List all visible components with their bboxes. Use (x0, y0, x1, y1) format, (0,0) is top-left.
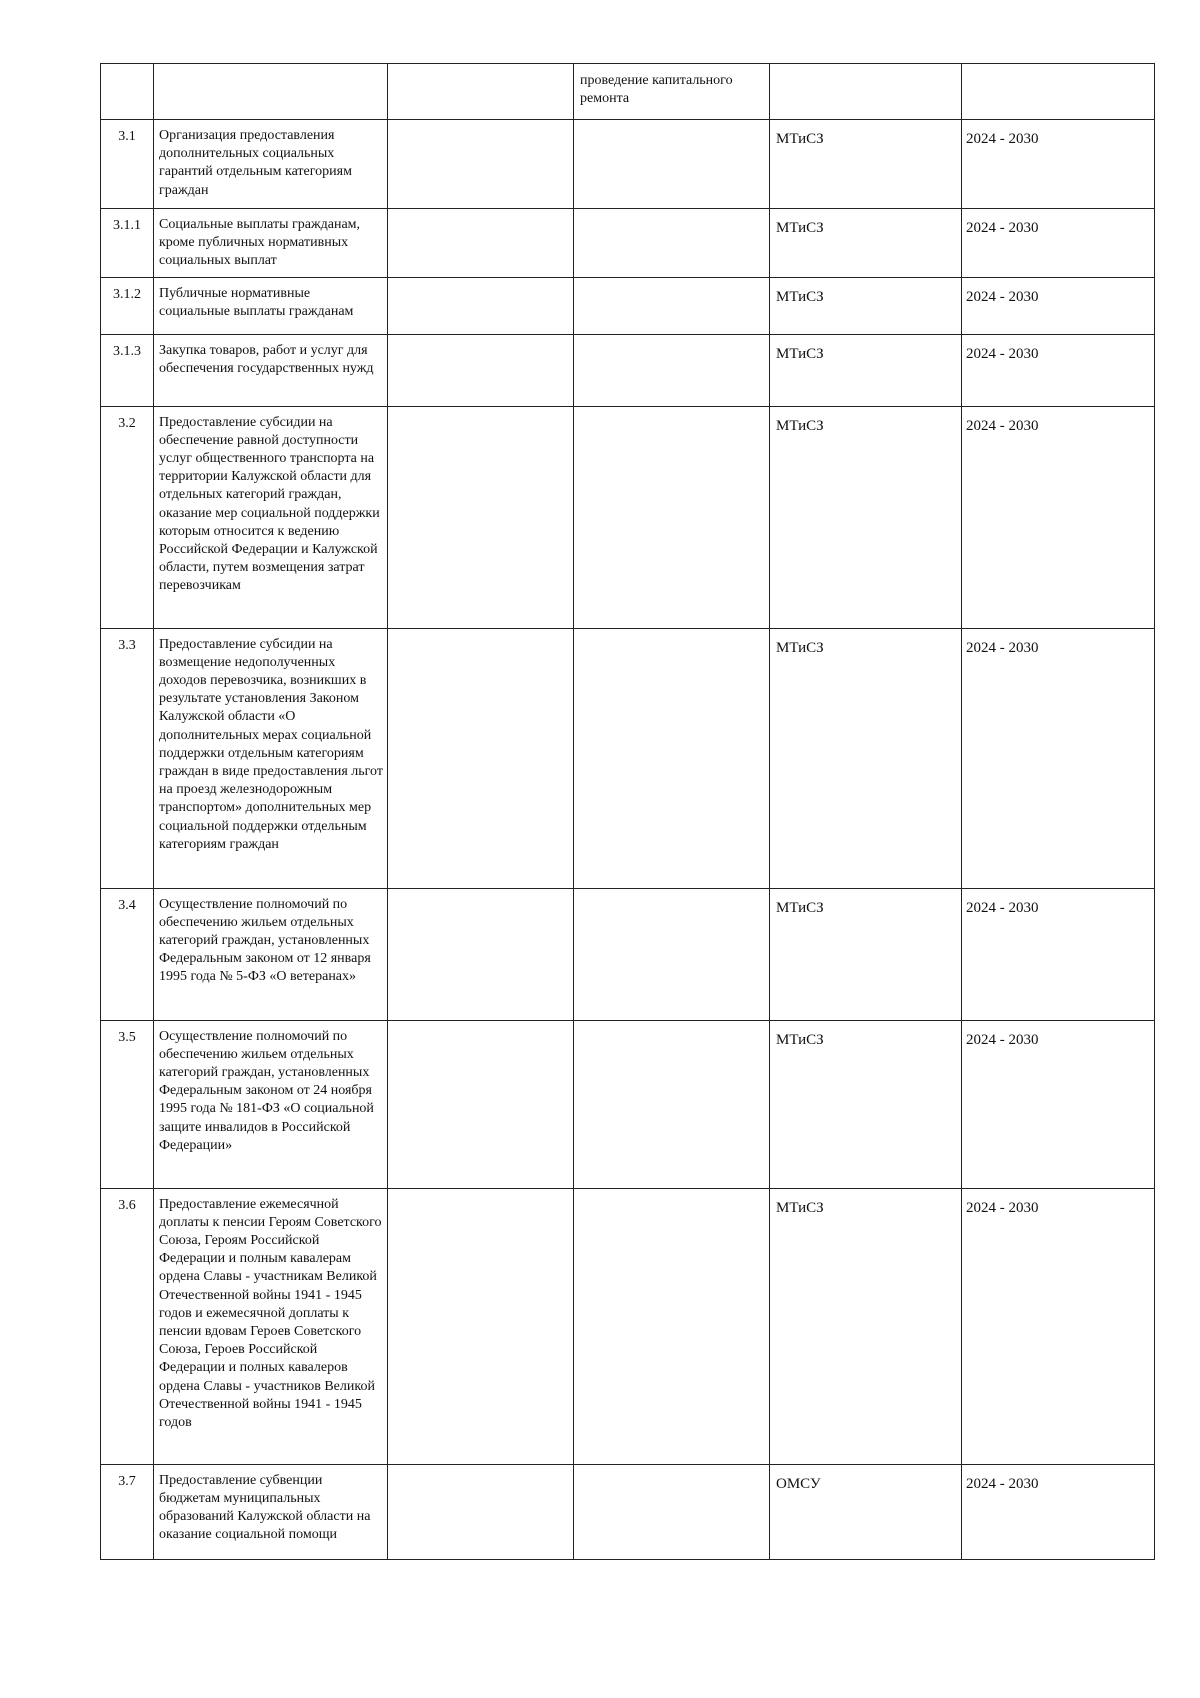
row-description: Осуществление полномочий по обеспечению жильем отдельных категорий граждан, установленных Федеральным законом от 24 ноября 1995 года № 181-ФЗ «О социальной защите инвалидов в Российской Федерации» (154, 1020, 388, 1188)
cell-col4 (574, 120, 770, 209)
row-number: 3.7 (101, 1464, 154, 1559)
table-row (101, 1188, 1155, 1464)
table-row (101, 1464, 1155, 1559)
row-period: 2024 - 2030 (962, 1188, 1155, 1464)
row-number: 3.3 (101, 628, 154, 888)
row-number: 3.2 (101, 406, 154, 628)
cell-period (962, 64, 1155, 120)
row-description: Осуществление полномочий по обеспечению жильем отдельных категорий граждан, установленных Федеральным законом от 12 января 1995 года № 5-ФЗ «О ветеранах» (154, 888, 388, 1020)
row-description: Предоставление субсидии на возмещение недополученных доходов перевозчика, возникших в результате установления Законом Калужской области «О дополнительных мерах социальной поддержки отдельным категориям граждан в виде предоставления льгот на проезд железнодорожным транспортом» дополнительных мер социальной поддержки отдельным категориям граждан (154, 628, 388, 888)
row-description: Предоставление ежемесячной доплаты к пенсии Героям Советского Союза, Героям Российской Федерации и полным кавалерам ордена Славы - участникам Великой Отечественной войны 1941 - 1945 годов и ежемесячной доплаты к пенсии вдовам Героев Советского Союза, Героев Российской Федерации и полных кавалеров ордена Славы - участников Великой Отечественной войны 1941 - 1945 годов (154, 1188, 388, 1464)
row-description: Социальные выплаты гражданам, кроме публичных нормативных социальных выплат (154, 209, 388, 278)
cell-col4 (574, 888, 770, 1020)
row-number: 3.4 (101, 888, 154, 1020)
row-period: 2024 - 2030 (962, 406, 1155, 628)
cell-col3 (388, 1464, 574, 1559)
cell-capital-repair: проведение капитального ремонта (574, 64, 770, 120)
row-period: 2024 - 2030 (962, 628, 1155, 888)
row-number: 3.1 (101, 120, 154, 209)
cell-col3 (388, 628, 574, 888)
row-description: Закупка товаров, работ и услуг для обеспечения государственных нужд (154, 334, 388, 406)
row-period: 2024 - 2030 (962, 1464, 1155, 1559)
cell-col4 (574, 1188, 770, 1464)
table-row (101, 120, 1155, 209)
table-row (101, 334, 1155, 406)
cell-col4 (574, 209, 770, 278)
row-period: 2024 - 2030 (962, 888, 1155, 1020)
cell-num (101, 64, 154, 120)
row-responsible: МТиСЗ (770, 1188, 962, 1464)
cell-col3 (388, 277, 574, 334)
row-period: 2024 - 2030 (962, 209, 1155, 278)
row-number: 3.5 (101, 1020, 154, 1188)
cell-col3 (388, 334, 574, 406)
row-number: 3.1.2 (101, 277, 154, 334)
row-period: 2024 - 2030 (962, 334, 1155, 406)
cell-col3 (388, 1020, 574, 1188)
row-responsible: МТиСЗ (770, 334, 962, 406)
cell-col3 (388, 888, 574, 1020)
cell-col4 (574, 277, 770, 334)
row-period: 2024 - 2030 (962, 120, 1155, 209)
cell-description (154, 64, 388, 120)
row-responsible: МТиСЗ (770, 888, 962, 1020)
table-row (101, 406, 1155, 628)
table-row (101, 277, 1155, 334)
row-number: 3.1.1 (101, 209, 154, 278)
cell-col4 (574, 406, 770, 628)
table-row (101, 888, 1155, 1020)
row-responsible: МТиСЗ (770, 277, 962, 334)
cell-col4 (574, 334, 770, 406)
table-row (101, 628, 1155, 888)
cell-col4 (574, 628, 770, 888)
cell-col3 (388, 64, 574, 120)
row-description: Организация предоставления дополнительных социальных гарантий отдельным категориям граждан (154, 120, 388, 209)
table-row (101, 209, 1155, 278)
row-number: 3.1.3 (101, 334, 154, 406)
row-responsible: МТиСЗ (770, 209, 962, 278)
cell-col3 (388, 120, 574, 209)
row-period: 2024 - 2030 (962, 1020, 1155, 1188)
cell-col3 (388, 1188, 574, 1464)
row-description: Предоставление субсидии на обеспечение равной доступности услуг общественного транспорта на территории Калужской области для отдельных категорий граждан, оказание мер социальной поддержки которым относится к ведению Российской Федерации и Калужской области, путем возмещения затрат перевозчикам (154, 406, 388, 628)
row-responsible: МТиСЗ (770, 406, 962, 628)
cell-col4 (574, 1020, 770, 1188)
cell-responsible (770, 64, 962, 120)
program-activities-table (100, 63, 1155, 1560)
row-responsible: МТиСЗ (770, 628, 962, 888)
row-description: Предоставление субвенции бюджетам муниципальных образований Калужской области на оказание социальной помощи (154, 1464, 388, 1559)
row-period: 2024 - 2030 (962, 277, 1155, 334)
row-responsible: МТиСЗ (770, 1020, 962, 1188)
table-row (101, 1020, 1155, 1188)
cell-col4 (574, 1464, 770, 1559)
cell-col3 (388, 209, 574, 278)
row-number: 3.6 (101, 1188, 154, 1464)
table-row-continuation (101, 64, 1155, 120)
row-responsible: ОМСУ (770, 1464, 962, 1559)
cell-col3 (388, 406, 574, 628)
row-description: Публичные нормативные социальные выплаты гражданам (154, 277, 388, 334)
row-responsible: МТиСЗ (770, 120, 962, 209)
